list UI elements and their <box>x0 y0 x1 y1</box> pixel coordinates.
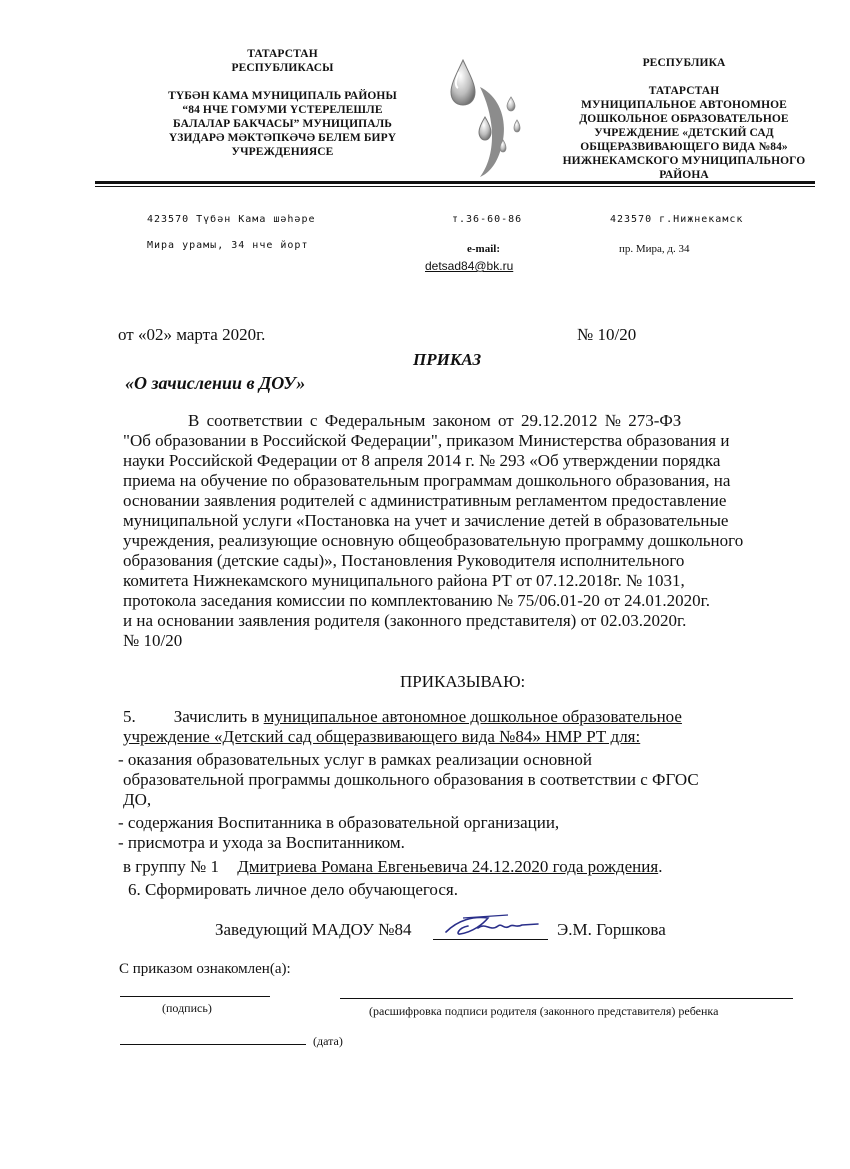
preamble-line: основании заявления родителей с административным регламентом предоставление <box>123 491 727 510</box>
phone: т.36-60-86 <box>452 214 523 225</box>
preamble-line: "Об образовании в Российской Федерации", приказом Министерства образования и <box>123 431 730 450</box>
signature-position: Заведующий МАДОУ №84 <box>215 920 412 939</box>
item-5-period: . <box>658 857 663 876</box>
header-right-line: УЧРЕЖДЕНИЕ «ДЕТСКИЙ САД <box>594 127 774 139</box>
sign-caption: (подпись) <box>162 1001 212 1015</box>
header-left-line: “84 НЧЕ ГОМУМИ ҮСТЕРЕЛЕШЛЕ <box>182 104 383 116</box>
email-label: e-mail: <box>467 243 500 255</box>
header-left-block <box>150 47 415 159</box>
item-5-org-part-2: учреждение «Детский сад общеразвивающего вида №84» НМР РТ для: <box>123 727 641 746</box>
item-5-bullet-1b: образовательной программы дошкольного образования в соответствии с ФГОС <box>123 770 699 789</box>
date-caption: (дата) <box>313 1034 343 1048</box>
item-5-bullet-2: - содержания Воспитанника в образовательной организации, <box>118 813 560 832</box>
item-5-org-part-1: муниципальное автономное дошкольное образовательное <box>263 707 682 726</box>
preamble-line: приема на обучение по образовательным программам дошкольного образования, на <box>123 471 731 490</box>
group-label: в группу № 1 <box>123 857 219 876</box>
order-subject: «О зачислении в ДОУ» <box>125 373 306 393</box>
header-left-line <box>150 75 415 89</box>
item-5-group-line <box>123 857 815 876</box>
header-left-line: УЧРЕЖДЕНИЯСЕ <box>231 146 334 158</box>
header-left-line: БАЛАЛАР БАКЧАСЫ” МУНИЦИПАЛЬ <box>173 118 392 130</box>
date-blank-line <box>120 1044 306 1045</box>
order-number: № 10/20 <box>577 325 637 344</box>
header-right-line: НИЖНЕКАМСКОГО МУНИЦИПАЛЬНОГО <box>562 155 806 167</box>
acquaint-label: С приказом ознакомлен(а): <box>119 961 291 977</box>
decode-caption: (расшифровка подписи родителя (законного представителя) ребенка <box>369 1004 719 1018</box>
header-right-block <box>553 56 815 182</box>
preamble-line: образования (детские сады)», Постановления Руководителя исполнительного <box>123 551 685 570</box>
preamble-line: комитета Нижнекамского муниципального района РТ от 07.12.2018г. № 1031, <box>123 571 685 590</box>
child-name: Дмитриева Романа Евгеньевича 24.12.2020 года рождения <box>237 857 659 876</box>
item-5-bullet-1a: - оказания образовательных услуг в рамках реализации основной <box>118 750 592 769</box>
header-left-line: ҮЗИДАРӘ МӘКТӘПКӘЧӘ БЕЛЕМ БИРҮ <box>168 132 397 144</box>
logo-drops-icon <box>425 42 530 182</box>
header-rule-thick <box>95 181 815 184</box>
header-left-line: РЕСПУБЛИКАСЫ <box>231 62 334 74</box>
item-5-number: 5. <box>123 707 136 726</box>
preamble-line: учреждения, реализующие основную общеобразовательную программу дошкольного <box>123 531 744 550</box>
header-right-line: ОБЩЕРАЗВИВАЮЩЕГО ВИДА №84» <box>580 141 788 153</box>
preamble-line: № 10/20 <box>123 631 183 650</box>
header-right-line: ТАТАРСТАН <box>648 85 720 97</box>
sign-blank-line <box>120 996 270 997</box>
header-left-line: ТАТАРСТАН <box>247 48 318 60</box>
header-right-line: РЕСПУБЛИКА <box>642 57 726 69</box>
item-5-line-1 <box>123 707 815 726</box>
item-5-bullet-1c: ДО, <box>123 790 152 809</box>
header-right-line: МУНИЦИПАЛЬНОЕ АВТОНОМНОЕ <box>581 99 787 111</box>
decree-word: ПРИКАЗЫВАЮ: <box>400 672 526 691</box>
header-rule-thin <box>95 186 815 187</box>
item-5 <box>118 707 815 877</box>
preamble-paragraph <box>123 411 815 651</box>
preamble-line: протокола заседания комиссии по комплектованию № 75/06.01-20 от 24.01.2020г. <box>123 591 710 610</box>
right-address-2: пр. Мира, д. 34 <box>619 243 690 255</box>
preamble-line: науки Российской Федерации от 8 апреля 2014 г. № 293 «Об утверждении порядка <box>123 451 721 470</box>
preamble-line: муниципальной услуги «Постановка на учет и зачисление детей в образовательные <box>123 511 729 530</box>
item-5-bullet-3: - присмотра и ухода за Воспитанником. <box>118 833 405 852</box>
item-5-verb: Зачислить в <box>173 707 260 726</box>
item-6: 6. Сформировать личное дело обучающегося. <box>128 880 458 899</box>
email-link[interactable]: detsad84@bk.ru <box>425 259 514 273</box>
left-address-1: 423570 Түбән Кама шәһәре <box>147 214 316 225</box>
left-address-2: Мира урамы, 34 нче йорт <box>147 240 309 251</box>
order-title: ПРИКАЗ <box>413 350 482 369</box>
preamble-line: и на основании заявления родителя (законного представителя) от 02.03.2020г. <box>123 611 687 630</box>
order-date: от «02» марта 2020г. <box>118 325 266 344</box>
preamble-line: В соответствии с Федеральным законом от 29.12.2012 № 273-ФЗ <box>188 411 682 430</box>
signature-name: Э.М. Горшкова <box>557 920 666 939</box>
header-right-line: РАЙОНА <box>659 169 709 181</box>
header-right-line: ДОШКОЛЬНОЕ ОБРАЗОВАТЕЛЬНОЕ <box>579 113 789 125</box>
right-address-1: 423570 г.Нижнекамск <box>610 214 744 225</box>
decode-blank-line <box>340 998 793 999</box>
header-left-line: ТҮБӘН КАМА МУНИЦИПАЛЬ РАЙОНЫ <box>168 90 397 102</box>
handwritten-signature <box>438 910 548 940</box>
header-right-line <box>553 70 815 84</box>
